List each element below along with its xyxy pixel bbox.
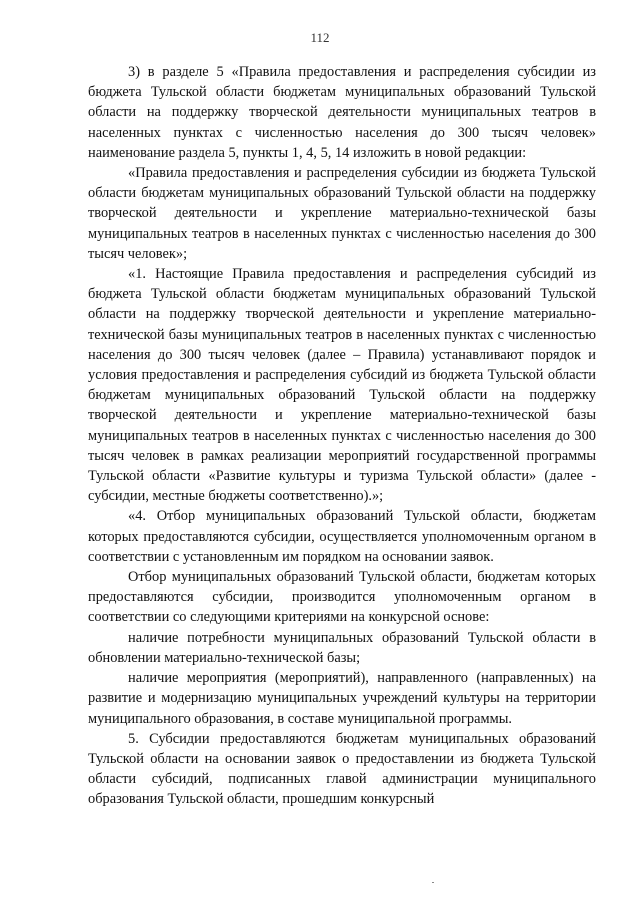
paragraph-item-5: 5. Субсидии предоставляются бюджетам муниципальных образований Тульской области на основании заявок о предоставлении из бюджета Тульской области субсидий, подписанных главой администрации муниципального образования Тульской области, прошедшим конкурсный (88, 730, 596, 808)
paragraph-criterion-2: наличие мероприятия (мероприятий), направленного (направленных) на развитие и модернизацию муниципальных учреждений культуры на территории муниципального образования, в составе муниципальной программы. (88, 670, 596, 727)
paragraph-item-1: «1. Настоящие Правила предоставления и распределения субсидий из бюджета Тульской области бюджетам муниципальных образований Тульской области на поддержку творческой деятельности и укрепление материально-технической базы муниципальных театров в населенных пунктах с численностью населения до 300 тысяч человек (далее – Правила) устанавливают порядок и условия предоставления и распределения субсидий из бюджета Тульской области бюджетам муниципальных образований Тульской области на поддержку творческой деятельности и укрепление материально-технической базы муниципальных театров в населенных пунктах с численностью населения до 300 тысяч человек в рамках реализации мероприятий государственной программы Тульской области «Развитие культуры и туризма Тульской области» (далее - субсидии, местные бюджеты соответственно).»; (88, 266, 596, 505)
document-body (88, 62, 596, 810)
paragraph-item-4: «4. Отбор муниципальных образований Тульской области, бюджетам которых предоставляются субсидии, осуществляется уполномоченным органом в соответствии с установленным им порядком на основании заявок. (88, 508, 596, 565)
paragraph-amendment-intro: 3) в разделе 5 «Правила предоставления и распределения субсидии из бюджета Тульской области бюджетам муниципальных образований Тульской области на поддержку творческой деятельности муниципальных театров в населенных пунктах с численностью населения до 300 тысяч человек» наименование раздела 5, пункты 1, 4, 5, 14 изложить в новой редакции: (88, 64, 596, 161)
paragraph-criterion-1: наличие потребности муниципальных образований Тульской области в обновлении материально-технической базы; (88, 629, 596, 666)
paragraph-selection-criteria: Отбор муниципальных образований Тульской области, бюджетам которых предоставляются субсидии, производится уполномоченным органом в соответствии со следующими критериями на конкурсной основе: (88, 569, 596, 626)
page-number: 112 (310, 30, 330, 45)
paragraph-section-title: «Правила предоставления и распределения субсидии из бюджета Тульской области бюджетам муниципальных образований Тульской области на поддержку творческой деятельности и укрепление материально-технической базы муниципальных театров в населенных пунктах с численностью населения до 300 тысяч человек»; (88, 165, 596, 262)
scan-artifact (432, 882, 434, 883)
